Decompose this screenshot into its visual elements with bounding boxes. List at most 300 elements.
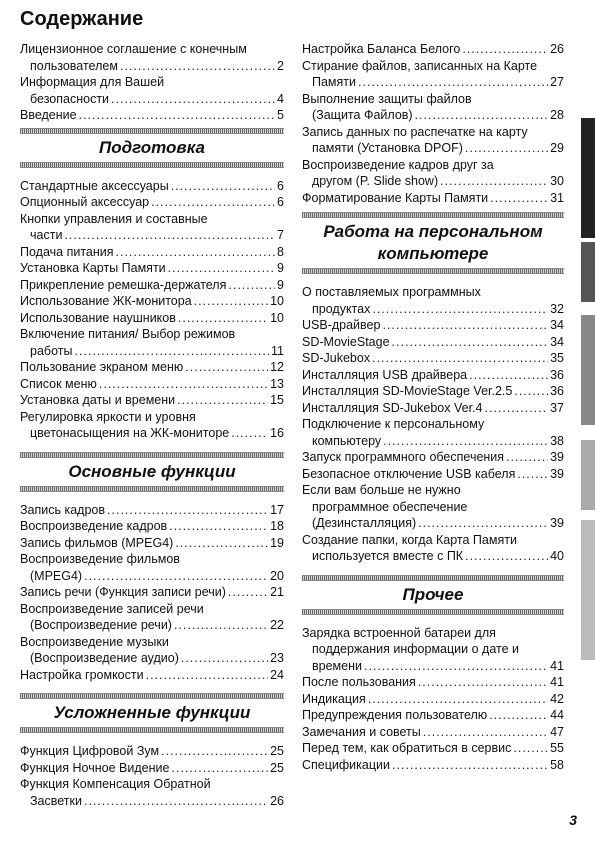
toc-entry-line bbox=[302, 707, 564, 724]
toc-entry-text: Опционный аксессуар bbox=[20, 195, 150, 209]
section-title: Усложненные функции bbox=[53, 703, 251, 722]
dot-leader bbox=[383, 433, 548, 450]
toc-entry-text: Если вам больше не нужно bbox=[302, 483, 461, 497]
toc-entry[interactable] bbox=[302, 334, 564, 351]
toc-page-number: 29 bbox=[550, 141, 564, 155]
dot-leader bbox=[382, 317, 548, 334]
toc-page-number: 32 bbox=[550, 301, 564, 316]
toc-entry-text: Функция Компенсация Обратной bbox=[20, 777, 211, 791]
toc-entry[interactable] bbox=[302, 58, 564, 91]
section-rule-bottom bbox=[302, 268, 564, 274]
dot-leader bbox=[514, 383, 548, 400]
toc-page-number: 41 bbox=[550, 658, 564, 673]
toc-page-number: 5 bbox=[277, 108, 284, 122]
dot-leader bbox=[440, 173, 548, 190]
toc-entry-line bbox=[20, 376, 284, 393]
toc-entry[interactable] bbox=[302, 466, 564, 483]
toc-entry-text: Воспроизведение музыки bbox=[20, 634, 169, 649]
toc-entry-line bbox=[20, 409, 284, 426]
dot-leader bbox=[171, 760, 268, 777]
toc-page-number: 55 bbox=[550, 741, 564, 755]
toc-entry[interactable] bbox=[302, 707, 564, 724]
section-title-wrap bbox=[20, 134, 284, 162]
toc-entry-line bbox=[302, 625, 564, 642]
dot-leader bbox=[489, 707, 548, 724]
dot-leader bbox=[79, 107, 275, 124]
toc-entry-text: Воспроизведение кадров друг за bbox=[302, 157, 494, 172]
edge-tab-2 bbox=[581, 242, 595, 302]
toc-entry-text: Инсталляция SD-Jukebox Ver.4 bbox=[302, 400, 483, 415]
toc-entry-line bbox=[20, 667, 284, 684]
toc-page-number: 26 bbox=[270, 793, 284, 808]
toc-page-number: 21 bbox=[270, 585, 284, 599]
toc-page-number: 44 bbox=[550, 708, 564, 722]
edge-tab-1 bbox=[581, 118, 595, 238]
toc-page-number: 15 bbox=[270, 393, 284, 407]
toc-entry-line bbox=[20, 760, 284, 777]
dot-leader bbox=[465, 140, 548, 157]
dot-leader bbox=[465, 548, 548, 565]
toc-entry[interactable] bbox=[302, 190, 564, 207]
toc-entry-line bbox=[20, 584, 284, 601]
toc-entry-line bbox=[20, 211, 284, 228]
toc-entry-line bbox=[302, 515, 564, 532]
toc-page-number: 6 bbox=[277, 178, 284, 193]
dot-leader bbox=[469, 367, 548, 384]
toc-entry-text: (Защита Файлов) bbox=[312, 108, 413, 122]
toc-entry-text: безопасности bbox=[30, 91, 110, 106]
toc-entry-line bbox=[302, 499, 564, 516]
toc-page-number: 42 bbox=[550, 691, 564, 706]
toc-page-number: 37 bbox=[550, 400, 564, 415]
toc-entry-line bbox=[302, 416, 564, 433]
toc-entry-text: Воспроизведение записей речи bbox=[20, 601, 204, 616]
toc-entry[interactable] bbox=[302, 367, 564, 384]
toc-page-number: 28 bbox=[550, 108, 564, 122]
section-pc bbox=[302, 212, 564, 274]
dot-leader bbox=[418, 674, 548, 691]
dot-leader bbox=[181, 650, 268, 667]
toc-entry-text: (Воспроизведение речи) bbox=[30, 618, 172, 632]
toc-entry-text: После пользования bbox=[302, 675, 416, 689]
edge-tab-4 bbox=[581, 440, 595, 510]
toc-entry-text: работы bbox=[30, 343, 73, 358]
toc-page-number: 10 bbox=[270, 294, 284, 308]
toc-entry[interactable] bbox=[20, 74, 284, 107]
dot-leader bbox=[517, 466, 548, 483]
toc-entry-line bbox=[20, 743, 284, 760]
toc-entry[interactable] bbox=[20, 743, 284, 760]
toc-page-number: 31 bbox=[550, 190, 564, 205]
toc-entry[interactable] bbox=[302, 691, 564, 708]
dot-leader bbox=[168, 260, 275, 277]
toc-entry-text: Установка даты и времени bbox=[20, 393, 176, 407]
toc-entry-line bbox=[302, 334, 564, 351]
toc-page-number: 30 bbox=[550, 174, 564, 188]
toc-entry-text: Прикрепление ремешка-держателя bbox=[20, 277, 227, 292]
toc-entry-line bbox=[302, 449, 564, 466]
dot-leader bbox=[368, 691, 548, 708]
toc-entry-line bbox=[302, 482, 564, 499]
toc-entry-text: Создание папки, когда Карта Памяти bbox=[302, 532, 517, 547]
toc-entry-line bbox=[20, 343, 284, 360]
dot-leader bbox=[228, 584, 268, 601]
toc-entry-text: Запись фильмов (MPEG4) bbox=[20, 535, 174, 550]
toc-page-number: 26 bbox=[550, 42, 564, 56]
toc-entry-line bbox=[20, 535, 284, 552]
toc-entry-text: Запись речи (Функция записи речи) bbox=[20, 585, 226, 599]
section-title-wrap bbox=[302, 581, 564, 609]
toc-entry-text: времени bbox=[312, 658, 362, 673]
dot-leader bbox=[174, 617, 268, 634]
toc-entry-text: SD-MovieStage bbox=[302, 334, 390, 349]
toc-page-number: 7 bbox=[277, 228, 284, 242]
toc-entry-text: продуктах bbox=[312, 301, 371, 316]
toc-page-number: 34 bbox=[550, 334, 564, 349]
toc-entry-text: Подача питания bbox=[20, 244, 114, 259]
toc-page-number: 38 bbox=[550, 433, 564, 448]
dot-leader bbox=[64, 227, 275, 244]
toc-page-number: 39 bbox=[550, 466, 564, 481]
toc-entry-line bbox=[20, 277, 284, 294]
dot-leader bbox=[415, 107, 549, 124]
toc-entry-text: SD-Jukebox bbox=[302, 351, 371, 365]
toc-entry-line bbox=[302, 740, 564, 757]
toc-entry-text: Индикация bbox=[302, 691, 366, 706]
toc-entry-line bbox=[302, 74, 564, 91]
toc-entry[interactable] bbox=[302, 284, 564, 317]
toc-entry-line bbox=[302, 724, 564, 741]
toc-entry[interactable] bbox=[20, 376, 284, 393]
toc-entry[interactable] bbox=[302, 91, 564, 124]
toc-entry-text: Функция Ночное Видение bbox=[20, 760, 170, 775]
toc-page-number: 47 bbox=[550, 724, 564, 739]
toc-entry[interactable] bbox=[302, 674, 564, 691]
toc-entry-line bbox=[302, 284, 564, 301]
toc-page-number: 9 bbox=[277, 261, 284, 275]
dot-leader bbox=[178, 310, 268, 327]
toc-entry-text: Лицензионное соглашение с конечным bbox=[20, 42, 247, 56]
toc-entry-line bbox=[302, 400, 564, 417]
toc-entry-text: части bbox=[30, 228, 63, 242]
toc-entry-text: Выполнение защиты файлов bbox=[302, 91, 472, 106]
toc-page-number: 25 bbox=[270, 744, 284, 758]
dot-leader bbox=[84, 793, 268, 810]
toc-entry-line bbox=[20, 41, 284, 58]
dot-leader bbox=[146, 667, 269, 684]
toc-entry-line bbox=[20, 178, 284, 195]
toc-entry[interactable] bbox=[20, 359, 284, 376]
toc-entry-text: USB-драйвер bbox=[302, 318, 381, 332]
toc-entry-text: Регулировка яркости и уровня bbox=[20, 409, 196, 424]
toc-entry[interactable] bbox=[302, 41, 564, 58]
toc-page-number: 8 bbox=[277, 244, 284, 259]
toc-page-number: 6 bbox=[277, 195, 284, 209]
toc-entry-line bbox=[20, 568, 284, 585]
toc-entry-line bbox=[302, 466, 564, 483]
toc-page-number: 34 bbox=[550, 318, 564, 332]
toc-entry-line bbox=[302, 757, 564, 774]
toc-entry-text: пользователем bbox=[30, 58, 118, 73]
toc-entry-text: Воспроизведение кадров bbox=[20, 519, 168, 533]
toc-entry-line bbox=[20, 326, 284, 343]
toc-entry[interactable] bbox=[302, 482, 564, 532]
toc-entry[interactable] bbox=[302, 757, 564, 774]
toc-entry-line bbox=[302, 317, 564, 334]
toc-entry-text: Стирание файлов, записанных на Карте bbox=[302, 58, 538, 73]
edge-tab-3 bbox=[581, 315, 595, 425]
toc-entry-line bbox=[302, 301, 564, 318]
toc-entry-text: О поставляемых программных bbox=[302, 285, 481, 299]
toc-entry-line bbox=[20, 776, 284, 793]
toc-entry[interactable] bbox=[302, 724, 564, 741]
toc-entry[interactable] bbox=[302, 383, 564, 400]
dot-leader bbox=[169, 518, 268, 535]
section-title: Прочее bbox=[402, 584, 464, 604]
section-rule-bottom bbox=[20, 162, 284, 168]
toc-entry[interactable] bbox=[302, 157, 564, 190]
toc-entry-text: Спецификации bbox=[302, 757, 390, 772]
toc-entry-text: Безопасное отключение USB кабеля bbox=[302, 466, 516, 481]
dot-leader bbox=[175, 535, 268, 552]
toc-entry-text: Подключение к персональному bbox=[302, 417, 485, 431]
section-advanced-functions bbox=[20, 693, 284, 733]
toc-entry[interactable] bbox=[302, 625, 564, 675]
toc-entry-text: Запуск программного обеспечения bbox=[302, 450, 505, 464]
toc-page-number: 36 bbox=[550, 384, 564, 398]
toc-entry[interactable] bbox=[302, 124, 564, 157]
toc-page-number: 39 bbox=[550, 516, 564, 530]
toc-entry[interactable] bbox=[20, 601, 284, 634]
toc-page-number: 18 bbox=[270, 519, 284, 533]
dot-leader bbox=[364, 658, 548, 675]
toc-entry-text: Запись данных по распечатке на карту bbox=[302, 124, 528, 139]
toc-entry[interactable] bbox=[20, 310, 284, 327]
toc-page-number: 12 bbox=[270, 360, 284, 374]
toc-page-number: 16 bbox=[270, 426, 284, 440]
toc-entry[interactable] bbox=[302, 449, 564, 466]
dot-leader bbox=[372, 301, 548, 318]
toc-entry-text: поддержания информации о дате и bbox=[312, 642, 519, 656]
toc-entry-text: Стандартные аксессуары bbox=[20, 178, 169, 193]
toc-entry-text: Список меню bbox=[20, 376, 97, 391]
section-title-wrap bbox=[302, 218, 564, 268]
toc-page-number: 40 bbox=[550, 549, 564, 563]
toc-entry-line bbox=[302, 674, 564, 691]
toc-entry-text: программное обеспечение bbox=[312, 499, 468, 514]
section-basic-functions bbox=[20, 452, 284, 492]
section-rule-bottom bbox=[20, 486, 284, 492]
toc-entry[interactable] bbox=[20, 107, 284, 124]
toc-entry[interactable] bbox=[20, 409, 284, 442]
toc-entry-text: используется вместе с ПК bbox=[312, 549, 464, 563]
toc-entry-text: Запись кадров bbox=[20, 502, 106, 517]
toc-entry[interactable] bbox=[20, 326, 284, 359]
toc-entry[interactable] bbox=[20, 760, 284, 777]
toc-entry-text: Форматирование Карты Памяти bbox=[302, 190, 489, 205]
toc-entry-line bbox=[302, 107, 564, 124]
toc-entry-line bbox=[20, 244, 284, 261]
dot-leader bbox=[194, 293, 268, 310]
toc-entry[interactable] bbox=[20, 178, 284, 195]
dot-leader bbox=[231, 425, 268, 442]
toc-page-number: 35 bbox=[550, 351, 564, 365]
dot-leader bbox=[151, 194, 275, 211]
toc-page-number: 25 bbox=[270, 760, 284, 775]
toc-entry[interactable] bbox=[20, 584, 284, 601]
toc-entry-text: Использование наушников bbox=[20, 310, 176, 325]
section-other bbox=[302, 575, 564, 615]
toc-entry-line bbox=[20, 91, 284, 108]
toc-entry-text: Настройка Баланса Белого bbox=[302, 42, 461, 56]
dot-leader bbox=[506, 449, 548, 466]
toc-entry-line bbox=[302, 124, 564, 141]
dot-leader bbox=[484, 400, 548, 417]
page-number: 3 bbox=[569, 812, 577, 828]
toc-entry-text: памяти (Установка DPOF) bbox=[312, 141, 463, 155]
toc-entry-line bbox=[20, 392, 284, 409]
toc-entry[interactable] bbox=[20, 502, 284, 519]
dot-leader bbox=[161, 743, 268, 760]
toc-entry-text: Засветки bbox=[30, 793, 82, 808]
toc-entry-line bbox=[20, 425, 284, 442]
toc-entry[interactable] bbox=[302, 400, 564, 417]
section-rule-bottom bbox=[302, 609, 564, 615]
toc-entry[interactable] bbox=[20, 244, 284, 261]
dot-leader bbox=[228, 277, 275, 294]
dot-leader bbox=[392, 334, 549, 351]
toc-entry-line bbox=[302, 41, 564, 58]
toc-entry-text: (MPEG4) bbox=[30, 568, 83, 583]
toc-entry[interactable] bbox=[20, 260, 284, 277]
toc-page-number: 22 bbox=[270, 618, 284, 632]
toc-entry-line bbox=[20, 650, 284, 667]
section-title: компьютере bbox=[377, 244, 489, 263]
toc-entry-text: Памяти bbox=[312, 75, 357, 89]
toc-entry[interactable] bbox=[20, 535, 284, 552]
dot-leader bbox=[490, 190, 548, 207]
toc-entry[interactable] bbox=[302, 350, 564, 367]
toc-entry[interactable] bbox=[20, 211, 284, 244]
toc-entry-text: Включение питания/ Выбор режимов bbox=[20, 327, 236, 341]
toc-entry-line bbox=[20, 359, 284, 376]
toc-entry[interactable] bbox=[302, 416, 564, 449]
toc-page-number: 23 bbox=[270, 651, 284, 665]
toc-page-number: 36 bbox=[550, 367, 564, 382]
section-title: Основные функции bbox=[68, 461, 236, 481]
section-rule-bottom bbox=[20, 727, 284, 733]
toc-entry-text: Зарядка встроенной батареи для bbox=[302, 625, 496, 640]
toc-entry-line bbox=[20, 551, 284, 568]
toc-page-number: 13 bbox=[270, 376, 284, 391]
toc-entry[interactable] bbox=[302, 317, 564, 334]
toc-entry-line bbox=[20, 502, 284, 519]
toc-entry[interactable] bbox=[20, 392, 284, 409]
toc-entry-text: Воспроизведение фильмов bbox=[20, 552, 180, 566]
toc-entry-line bbox=[302, 157, 564, 174]
toc-entry-line bbox=[20, 293, 284, 310]
toc-entry[interactable] bbox=[20, 518, 284, 535]
toc-entry-text: другом (P. Slide show) bbox=[312, 174, 439, 188]
toc-entry-text: (Дезинсталляция) bbox=[312, 516, 417, 530]
toc-entry-line bbox=[302, 641, 564, 658]
toc-page-number: 4 bbox=[277, 91, 284, 106]
toc-entry-line bbox=[302, 350, 564, 367]
toc-entry-line bbox=[20, 74, 284, 91]
toc-entry[interactable] bbox=[20, 293, 284, 310]
toc-entry[interactable] bbox=[20, 277, 284, 294]
toc-entry-text: Пользование экраном меню bbox=[20, 360, 184, 374]
section-preparation bbox=[20, 128, 284, 168]
dot-leader bbox=[107, 502, 268, 519]
toc-entry-text: Инсталляция SD-MovieStage Ver.2.5 bbox=[302, 384, 513, 398]
toc-entry-line bbox=[302, 433, 564, 450]
dot-leader bbox=[120, 58, 275, 75]
section-title: Работа на персональном bbox=[323, 222, 543, 241]
toc-page-number: 41 bbox=[550, 675, 564, 689]
toc-entry-line bbox=[302, 190, 564, 207]
toc-entry[interactable] bbox=[302, 532, 564, 565]
toc-entry[interactable] bbox=[20, 667, 284, 684]
toc-entry[interactable] bbox=[20, 551, 284, 584]
toc-entry[interactable] bbox=[20, 776, 284, 809]
page-title: Содержание bbox=[20, 8, 144, 30]
toc-entry-line bbox=[20, 58, 284, 75]
toc-entry-line bbox=[20, 518, 284, 535]
toc-page-number: 24 bbox=[270, 667, 284, 682]
toc-entry-line bbox=[20, 601, 284, 618]
toc-entry[interactable] bbox=[302, 740, 564, 757]
toc-entry-line bbox=[302, 367, 564, 384]
toc-entry-line bbox=[302, 658, 564, 675]
toc-page-number: 27 bbox=[550, 75, 564, 89]
toc-entry-text: Настройка громкости bbox=[20, 667, 144, 682]
toc-entry-line bbox=[302, 383, 564, 400]
dot-leader bbox=[423, 724, 548, 741]
toc-entry-line bbox=[302, 691, 564, 708]
toc-entry[interactable] bbox=[20, 634, 284, 667]
toc-entry-line bbox=[20, 107, 284, 124]
toc-entry-line bbox=[20, 617, 284, 634]
toc-entry-line bbox=[20, 227, 284, 244]
dot-leader bbox=[111, 91, 275, 108]
toc-entry-text: Перед тем, как обратиться в сервис bbox=[302, 741, 512, 755]
toc-entry-line bbox=[302, 173, 564, 190]
dot-leader bbox=[84, 568, 268, 585]
toc-entry-text: Кнопки управления и составные bbox=[20, 211, 208, 226]
toc-entry-text: Функция Цифровой Зум bbox=[20, 744, 160, 758]
toc-page-number: 2 bbox=[277, 58, 284, 73]
toc-entry-line bbox=[302, 91, 564, 108]
toc-entry-text: Информация для Вашей bbox=[20, 75, 165, 89]
toc-entry[interactable] bbox=[20, 41, 284, 74]
edge-tab-5 bbox=[581, 520, 595, 660]
toc-entry-line bbox=[20, 793, 284, 810]
toc-page-number: 9 bbox=[277, 277, 284, 292]
section-title: Подготовка bbox=[99, 137, 205, 157]
toc-entry-text: Замечания и советы bbox=[302, 724, 421, 739]
toc-entry-line bbox=[20, 194, 284, 211]
dot-leader bbox=[185, 359, 268, 376]
toc-page-number: 19 bbox=[270, 535, 284, 550]
toc-entry-text: Предупреждения пользователю bbox=[302, 708, 488, 722]
toc-entry-line bbox=[302, 548, 564, 565]
toc-entry[interactable] bbox=[20, 194, 284, 211]
toc-entry-line bbox=[20, 634, 284, 651]
dot-leader bbox=[358, 74, 548, 91]
toc-entry-line bbox=[20, 310, 284, 327]
section-title-wrap bbox=[20, 699, 284, 727]
